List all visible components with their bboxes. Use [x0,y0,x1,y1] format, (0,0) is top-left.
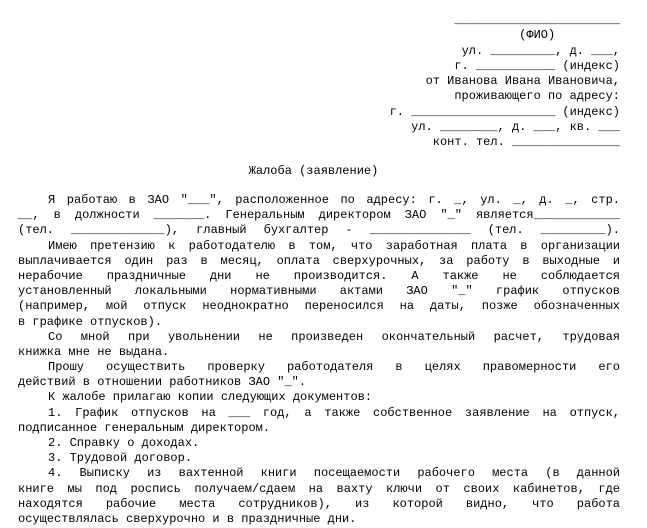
sender-header-block [390,13,620,151]
body-line: Со мной при увольнении не произведен окончательный расчет, трудовая [48,329,620,344]
body-line: (тел. _____________), главный бухгалтер - ______________ (тел. _________). [18,223,620,238]
attachment-item-2: 2. Справку о доходах. [48,436,200,450]
body-line: Прошу осуществить проверку работодателя в целях правомерности его [48,360,620,375]
body-line: (например, мой отпуск неоднократно переносился на даты, позже обозначенных [18,299,620,314]
recipient-street-line: ул. _________, д. ___, [461,43,620,58]
sender-address-label: проживающего по адресу: [454,89,620,104]
body-line: действий в отношении работников ЗАО "_". [18,375,307,390]
sender-phone-line: конт. тел. _______________ [432,135,620,150]
attachment-item-4: 4. Выписку из вахтенной книги посещаемости рабочего места (в данной [48,466,620,481]
recipient-name-caption: (ФИО) [519,28,620,43]
sender-street-line: ул. ________, д. ___, кв. ___ [411,120,620,135]
body-line: Имею претензию к работодателю в том, что заработная плата в организации [48,238,620,253]
body-line: нерабочие праздничные дни не производится. А также не соблюдается [18,268,620,283]
body-line: __, в должности _______. Генеральным директором ЗАО "_" является____________ [18,208,620,223]
body-line: книге мы под роспись получаем/сдаем на вахту ключи от своих кабинетов, где [18,481,620,496]
sender-name-line: от Иванова Ивана Ивановича, [425,74,620,89]
recipient-city-line: г. ___________ (индекс) [454,58,620,73]
body-line: установленный локальными нормативными актами ЗАО "_" график отпусков [18,284,620,299]
body-line: в графике отпусков). [18,314,163,329]
body-line: осуществлялась сверхурочно и в праздничные дни. [18,511,357,526]
body-line: подписанное генеральным директором. [18,420,271,435]
attachment-item-1: 1. График отпусков на ___ год, а также собственное заявление на отпуск, [48,405,620,420]
attachment-item-3: 3. Трудовой договор. [48,451,193,466]
body-line: К жалобе прилагаю копии следующих документов: [48,390,373,405]
body-line: Я работаю в ЗАО "___", расположенное по адресу: г. _, ул. _, д. _, стр. [48,193,620,207]
document-title: Жалоба (заявление) [248,164,379,178]
recipient-name-line: _______________________ [454,13,620,27]
body-line: книжка мне не выдана. [18,344,170,359]
document-body [18,193,620,527]
body-line: находятся рабочие места сотрудников), из которой видно, что работа [18,496,620,511]
body-line: выплачивается один раз в месяц, оплата сверхурочных, за работу в выходные и [18,253,620,268]
sender-city-line: г. ____________________ (индекс) [389,104,620,119]
